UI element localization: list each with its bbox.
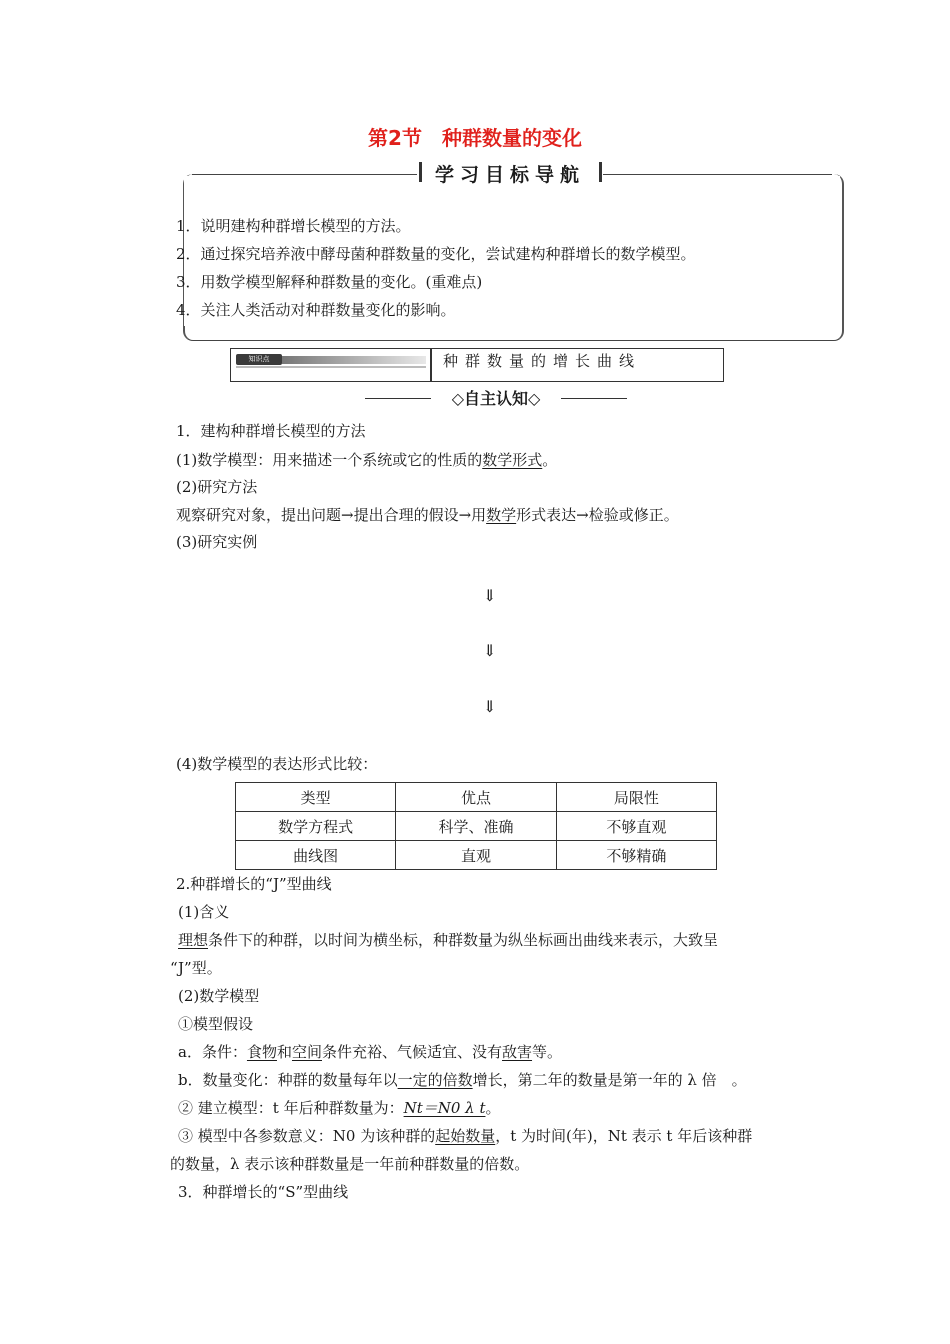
table-row bbox=[236, 812, 717, 841]
self-study-heading: ◇自主认知◇ bbox=[451, 389, 541, 408]
down-arrow-icon: ⇓ bbox=[483, 586, 497, 605]
table-header-cell: 局限性 bbox=[556, 783, 716, 812]
page-title: 第2节 种群数量的变化 bbox=[368, 126, 582, 150]
section2-meaning-label: (1)含义 bbox=[178, 903, 230, 921]
table-cell: 不够精确 bbox=[556, 841, 716, 870]
section1-p2: (2)研究方法 bbox=[176, 478, 258, 496]
goals-heading: 学习目标导航 bbox=[434, 164, 585, 186]
section2-assume-label: ①模型假设 bbox=[178, 1015, 254, 1033]
section2-item-c: ② 建立模型：t 年后种群数量为：Nt＝N0 λ t。 bbox=[178, 1099, 501, 1117]
down-arrow-icon: ⇓ bbox=[483, 697, 497, 716]
goal-item: 3．用数学模型解释种群数量的变化。(重难点) bbox=[176, 273, 483, 291]
section1-heading: 1．建构种群增长模型的方法 bbox=[176, 422, 366, 440]
down-arrow-icon: ⇓ bbox=[483, 641, 497, 660]
comparison-table bbox=[235, 782, 717, 870]
table-cell: 不够直观 bbox=[556, 812, 716, 841]
goals-frame-rule-left bbox=[192, 174, 417, 175]
table-cell: 数学方程式 bbox=[236, 812, 396, 841]
goal-item: 2．通过探究培养液中酵母菌种群数量的变化，尝试建构种群增长的数学模型。 bbox=[176, 245, 696, 263]
knowledge-point-divider bbox=[430, 348, 432, 382]
knowledge-point-stripe bbox=[282, 356, 426, 364]
self-study-rule-right bbox=[561, 398, 627, 399]
table-header-cell: 类型 bbox=[236, 783, 396, 812]
table-header-row bbox=[236, 783, 717, 812]
goal-item: 1．说明建构种群增长模型的方法。 bbox=[176, 217, 411, 235]
section1-p3: 观察研究对象，提出问题→提出合理的假设→用数学形式表达→检验或修正。 bbox=[176, 506, 679, 524]
knowledge-point-title: 种群数量的增长曲线 bbox=[443, 352, 642, 370]
section1-p1: (1)数学模型：用来描述一个系统或它的性质的数学形式。 bbox=[176, 451, 558, 469]
table-cell: 直观 bbox=[396, 841, 556, 870]
table-cell: 科学、准确 bbox=[396, 812, 556, 841]
goal-item: 4．关注人类活动对种群数量变化的影响。 bbox=[176, 301, 456, 319]
section2-meaning-text: 理想条件下的种群，以时间为横坐标，种群数量为纵坐标画出曲线来表示，大致呈 bbox=[178, 931, 719, 949]
section3-heading: 3．种群增长的“S”型曲线 bbox=[178, 1183, 349, 1201]
population-formula: Nt＝N0 λ t bbox=[403, 1099, 486, 1117]
goals-frame-rule-right bbox=[603, 174, 832, 175]
section2-item-d-cont: 的数量，λ 表示该种群数量是一年前种群数量的倍数。 bbox=[170, 1155, 530, 1173]
section2-item-b: b．数量变化：种群的数量每年以一定的倍数增长，第二年的数量是第一年的 λ 倍 。 bbox=[178, 1071, 747, 1089]
table-header-cell: 优点 bbox=[396, 783, 556, 812]
table-row bbox=[236, 841, 717, 870]
section2-item-a: a．条件：食物和空间条件充裕、气候适宜、没有敌害等。 bbox=[178, 1043, 563, 1061]
table-cell: 曲线图 bbox=[236, 841, 396, 870]
self-study-rule-left bbox=[365, 398, 431, 399]
section1-p4: (3)研究实例 bbox=[176, 533, 258, 551]
section2-meaning-text-cont: “J”型。 bbox=[170, 959, 222, 977]
section2-model-label: (2)数学模型 bbox=[178, 987, 260, 1005]
knowledge-point-stripe-thin bbox=[236, 366, 426, 368]
section2-item-d: ③ 模型中各参数意义：N0 为该种群的起始数量，t 为时间(年)，Nt 表示 t 年后该种群 bbox=[178, 1127, 753, 1145]
section1-p5: (4)数学模型的表达形式比较： bbox=[176, 755, 378, 773]
knowledge-point-tag: 知识点 bbox=[236, 354, 282, 365]
section2-heading: 2.种群增长的“J”型曲线 bbox=[176, 875, 332, 893]
